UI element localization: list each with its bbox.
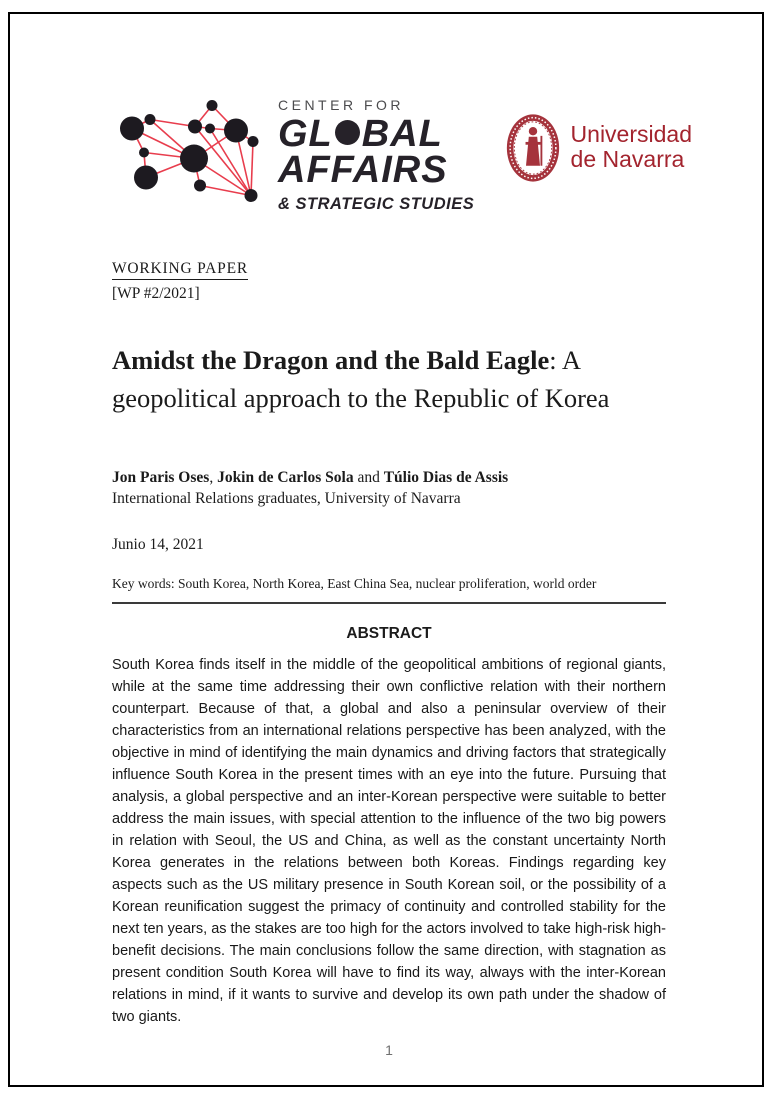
header-logos [110, 95, 692, 214]
network-graphic-icon [110, 95, 270, 213]
globe-dot-icon [335, 120, 360, 145]
paper-title-regular: : A geopolitical approach to the Republic of Korea [112, 345, 610, 413]
author-separator-1: , [209, 469, 218, 486]
authors-line [112, 469, 666, 487]
cga-global [278, 113, 474, 155]
unav-line2: de Navarra [570, 146, 685, 172]
page-frame [8, 12, 764, 1087]
cga-logo-text [278, 97, 474, 214]
unav-seal-icon [505, 111, 561, 185]
abstract-heading: ABSTRACT [346, 625, 432, 642]
cga-logo [110, 95, 474, 214]
authors-affiliation: International Relations graduates, University of Navarra [112, 490, 461, 507]
cga-center-for: CENTER FOR [278, 97, 404, 113]
section-divider [112, 602, 666, 604]
cga-strategic-studies: & STRATEGIC STUDIES [278, 195, 475, 213]
author-2: Jokin de Carlos Sola [217, 469, 354, 486]
working-paper-label: WORKING PAPER [112, 260, 248, 280]
cga-global-pre: GL [278, 113, 333, 155]
unav-line1: Universidad [570, 121, 692, 147]
paper-title-bold: Amidst the Dragon and the Bald Eagle [112, 345, 550, 375]
author-separator-2: and [353, 469, 384, 486]
keywords-line: Key words: South Korea, North Korea, East China Sea, nuclear proliferation, world order [112, 576, 597, 591]
paper-date: Junio 14, 2021 [112, 536, 204, 553]
author-1: Jon Paris Oses [112, 469, 210, 486]
unav-logo [505, 111, 692, 185]
paper-content [112, 214, 666, 1058]
cga-global-post: BAL [361, 113, 443, 155]
cga-affairs: AFFAIRS [278, 149, 448, 191]
paper-title [112, 341, 666, 417]
page-number: 1 [385, 1042, 393, 1058]
author-3: Túlio Dias de Assis [383, 469, 509, 486]
wp-number: [WP #2/2021] [112, 285, 200, 302]
abstract-body: South Korea finds itself in the middle of the geopolitical ambitions of regional giants, while at the same time addressing their own conflictive relation with their northern counterpart. Because of that, a global and also a peninsular overview of their characteristics from an international relations perspective has been analyzed, with the objective in mind of identifying the main dynamics and driving factors that strategically influence South Korea in the present times with an eye into the future. Pursuing that analysis, a global perspective and an inter-Korean perspective were suitable to better address the main issues, with special attention to the influence of the two big powers in relation with Seoul, the US and China, as well as the constant uncertainty North Korea generates in the relations between both Koreas. Findings regarding key aspects such as the US military presence in South Korean soil, or the possibility of a Korean reunification suggest the primacy of continuity and controlled stability for the next ten years, as the stakes are too high for the actors involved to take high-risk high-benefit decisions. The main conclusions follow the same direction, with stagnation as present condition South Korea will have to find its way, always with the inter-Korean relations in mind, if it wants to survive and develop its own path under the shadow of two giants. [112, 657, 666, 1025]
unav-wordmark [571, 122, 692, 185]
